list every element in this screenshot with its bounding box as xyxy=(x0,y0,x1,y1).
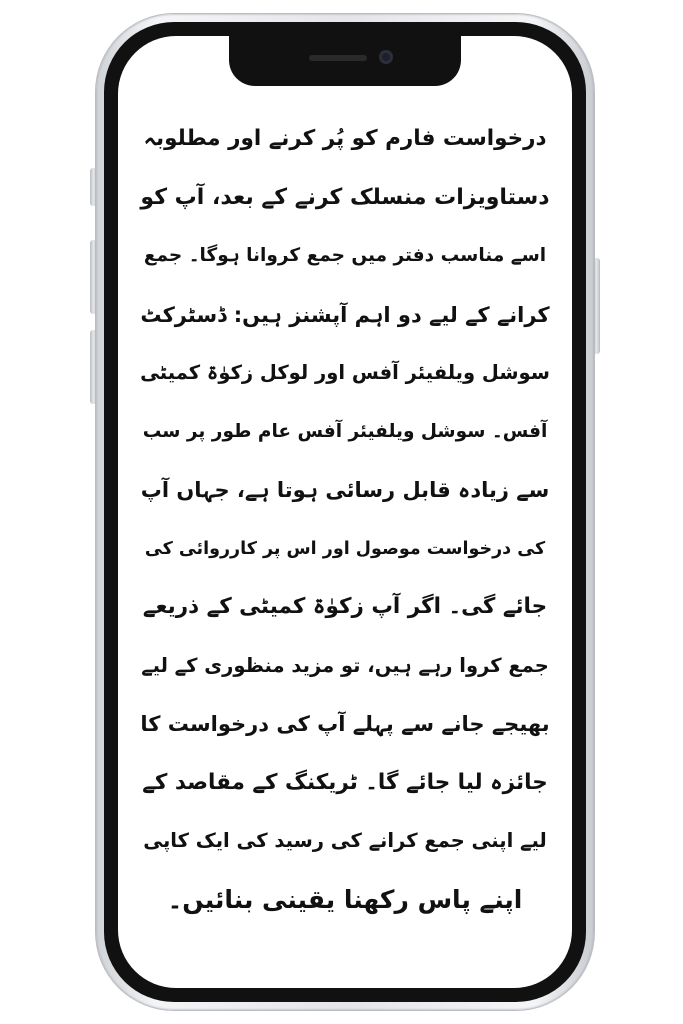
article-line: کرانے کے لیے دو اہم آپشنز ہیں: ڈسٹرکٹ xyxy=(140,302,550,327)
power-button xyxy=(593,258,600,354)
article-line: اسے مناسب دفتر میں جمع کروانا ہوگا۔ جمع xyxy=(143,245,547,266)
speaker-icon xyxy=(309,55,367,61)
article-line: آفس۔ سوشل ویلفیئر آفس عام طور پر سب xyxy=(142,420,548,442)
phone-screen[interactable] xyxy=(118,36,572,988)
article-line: بھیجے جانے سے پہلے آپ کی درخواست کا xyxy=(140,712,550,736)
article-line: کی درخواست موصول اور اس پر کارروائی کی xyxy=(144,538,546,559)
article-line: اپنے پاس رکھنا یقینی بنائیں۔ xyxy=(167,884,523,914)
notch xyxy=(229,36,461,86)
article-line: دستاویزات منسلک کرنے کے بعد، آپ کو xyxy=(140,184,550,210)
article-line: سے زیادہ قابل رسائی ہوتا ہے، جہاں آپ xyxy=(140,478,550,502)
article-line: جمع کروا رہے ہیں، تو مزید منظوری کے لیے xyxy=(141,653,549,677)
camera-icon xyxy=(379,50,393,64)
article-line: لیے اپنی جمع کرانے کی رسید کی ایک کاپی xyxy=(143,829,547,852)
article-line: سوشل ویلفیئر آفس اور لوکل زکوٰۃ کمیٹی xyxy=(140,361,550,384)
phone-bezel xyxy=(104,22,586,1002)
phone-frame xyxy=(96,14,594,1010)
article-line: جائے گی۔ اگر آپ زکوٰۃ کمیٹی کے ذریعے xyxy=(142,594,548,619)
article-line: جائزہ لیا جائے گا۔ ٹریکنگ کے مقاصد کے xyxy=(142,769,548,795)
article-line: درخواست فارم کو پُر کرنے اور مطلوبہ xyxy=(143,126,547,151)
article-text xyxy=(140,110,550,929)
